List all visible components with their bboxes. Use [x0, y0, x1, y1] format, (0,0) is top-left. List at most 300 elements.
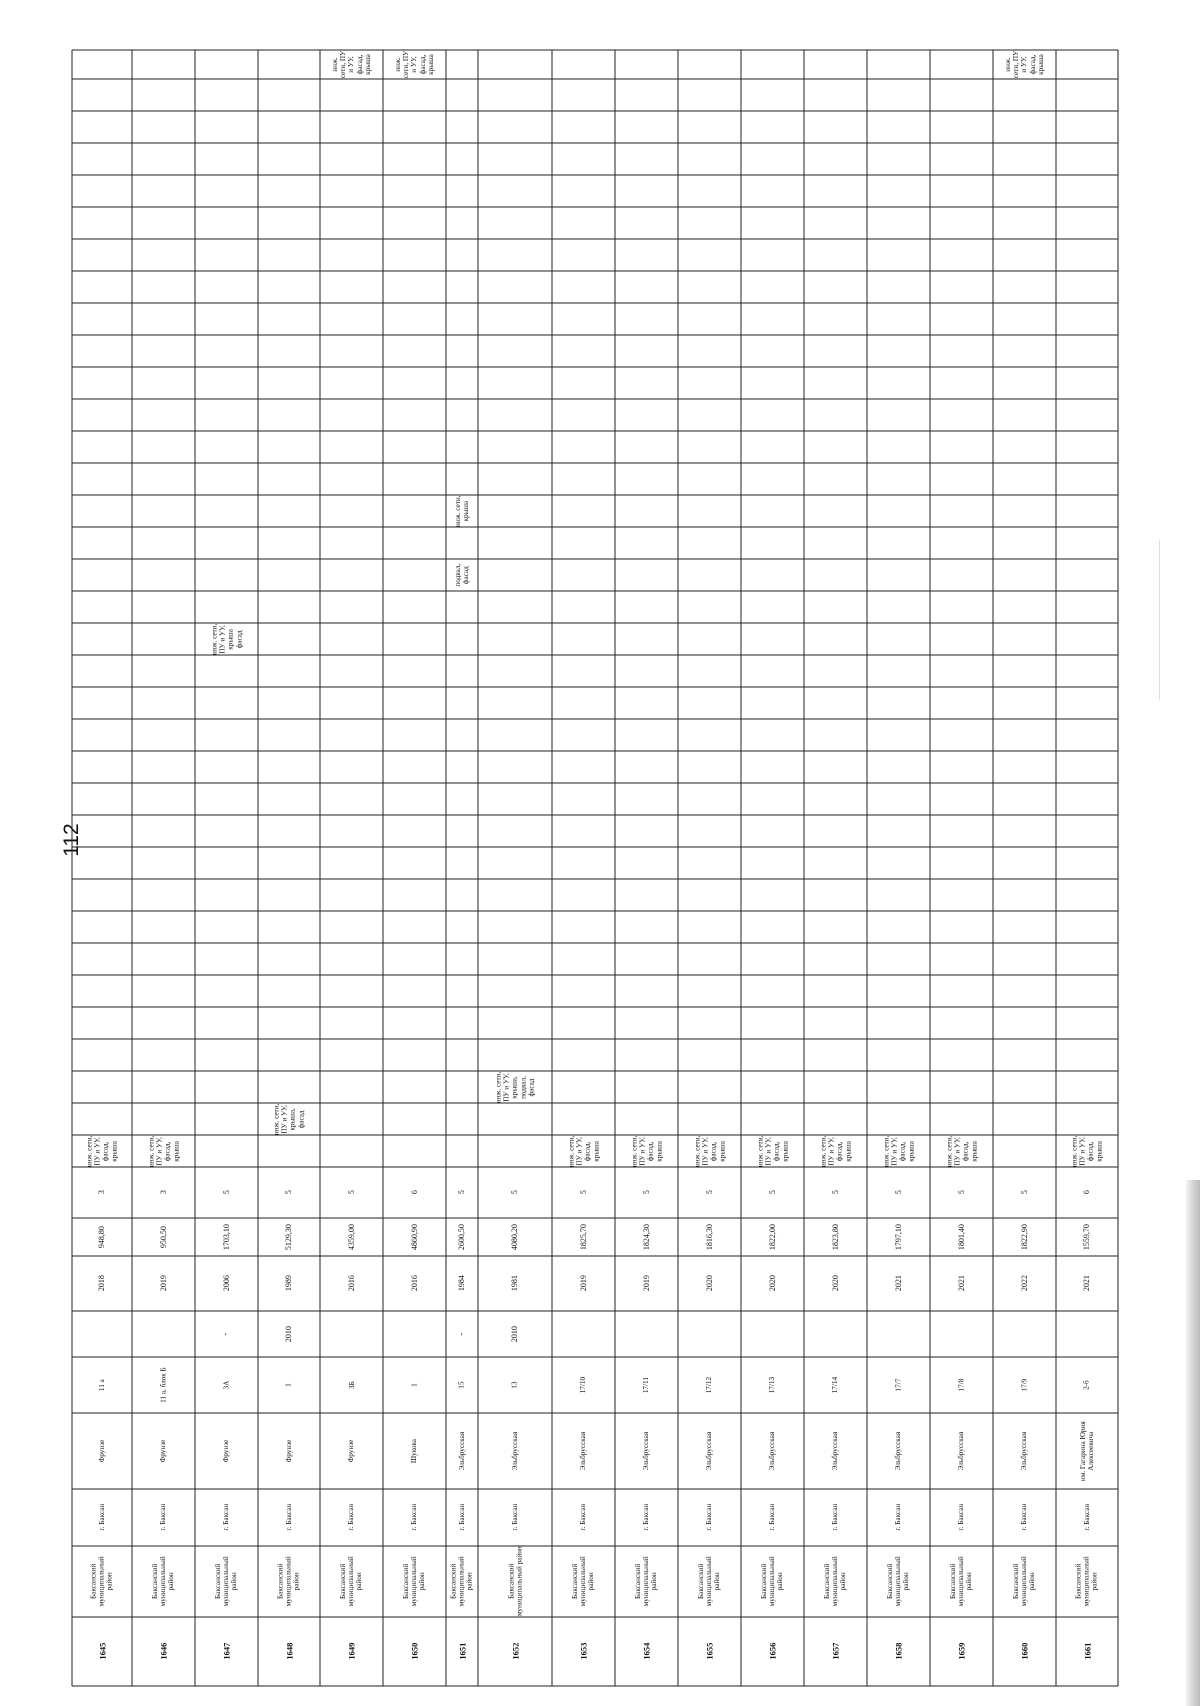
floors-cell-text: 5 — [956, 1190, 966, 1195]
year-built-cell — [867, 1256, 930, 1311]
street-cell — [552, 1413, 615, 1489]
year-built-cell-text: 2021 — [956, 1275, 966, 1292]
year-repair-cell — [320, 1311, 383, 1357]
floors-cell — [804, 1167, 867, 1218]
area-cell-text: 1816,30 — [704, 1223, 714, 1250]
area-cell-text: 2600,50 — [456, 1223, 466, 1250]
district-cell — [741, 1546, 804, 1617]
floors-cell — [678, 1167, 741, 1218]
floors-cell-text: 5 — [578, 1190, 588, 1195]
work-cell-text: инж. сети, крыша — [453, 495, 470, 527]
city-cell-text: г. Баксан — [159, 1504, 168, 1531]
street-cell — [132, 1413, 195, 1489]
year-repair-cell-text: 2010 — [509, 1325, 519, 1342]
top-note-cell — [320, 50, 383, 79]
row-number — [993, 1617, 1056, 1686]
year-built-cell — [383, 1256, 446, 1311]
row-number-text: 1651 — [456, 1642, 467, 1660]
district-cell-text: Баксанский муниципальный район — [402, 1556, 427, 1607]
area-cell-text: 950,50 — [158, 1225, 168, 1248]
year-repair-cell — [615, 1311, 678, 1357]
city-cell — [320, 1489, 383, 1546]
house-cell-text: 17/13 — [768, 1376, 777, 1394]
scan-mark — [1159, 540, 1160, 700]
floors-cell-text: 5 — [767, 1190, 777, 1195]
floors-cell-text: 5 — [641, 1190, 651, 1195]
house-cell-text: 11 а — [97, 1379, 106, 1391]
floors-cell — [195, 1167, 258, 1218]
house-cell — [804, 1357, 867, 1413]
area-cell-text: 1797,10 — [893, 1223, 903, 1250]
area-cell — [446, 1218, 478, 1256]
floors-cell-text: 5 — [1019, 1190, 1029, 1195]
area-cell — [383, 1218, 446, 1256]
work-cell-text: инж. сети, ПУ и УУ, фасад, крыша — [147, 1135, 180, 1167]
city-cell — [195, 1489, 258, 1546]
street-cell-text: Фрунзе — [347, 1439, 356, 1463]
year-built-cell-text: 2016 — [346, 1275, 356, 1292]
work-cell — [615, 1135, 678, 1167]
year-repair-cell — [678, 1311, 741, 1357]
district-cell-text: Баксанский муниципальный район — [760, 1556, 785, 1607]
street-cell-text: Эльбрусская — [510, 1431, 519, 1471]
house-cell-text: 1 — [410, 1383, 419, 1387]
area-cell — [1056, 1218, 1118, 1256]
house-cell-text: 11 а, блок Б — [159, 1367, 168, 1403]
year-repair-cell — [132, 1311, 195, 1357]
street-cell — [383, 1413, 446, 1489]
year-built-cell-text: 2016 — [409, 1275, 419, 1292]
house-cell-text: 17/8 — [957, 1378, 966, 1392]
district-cell — [320, 1546, 383, 1617]
row-number-text: 1650 — [409, 1642, 420, 1660]
street-cell — [930, 1413, 993, 1489]
year-repair-cell — [478, 1311, 552, 1357]
house-cell — [446, 1357, 478, 1413]
floors-cell — [1056, 1167, 1118, 1218]
city-cell-text: г. Баксан — [1020, 1504, 1029, 1531]
page-number: 112 — [60, 823, 83, 857]
row-number — [615, 1617, 678, 1686]
work-cell-text: инж. сети, ПУ и УУ, крыша, подвал, фасад — [494, 1071, 536, 1103]
house-cell — [867, 1357, 930, 1413]
year-repair-cell — [1056, 1311, 1118, 1357]
year-repair-cell — [195, 1311, 258, 1357]
year-built-cell — [320, 1256, 383, 1311]
street-cell-text: Эльбрусская — [642, 1431, 651, 1471]
row-number — [132, 1617, 195, 1686]
row-number-text: 1645 — [96, 1642, 107, 1660]
floors-cell — [867, 1167, 930, 1218]
house-cell — [132, 1357, 195, 1413]
floors-cell-text: 3 — [158, 1190, 168, 1195]
year-built-cell-text: 2020 — [830, 1275, 840, 1292]
area-cell-text: 4080,20 — [509, 1223, 519, 1250]
area-cell-text: 1801,40 — [956, 1223, 966, 1250]
work-cell-text: инж. сети, ПУ и УУ, фасад, крыша — [1070, 1135, 1104, 1167]
row-number-text: 1659 — [956, 1642, 967, 1660]
street-cell-text: Эльбрусская — [894, 1431, 903, 1471]
row-number-text: 1658 — [893, 1642, 904, 1660]
row-number — [446, 1617, 478, 1686]
row-number — [1056, 1617, 1118, 1686]
house-cell — [678, 1357, 741, 1413]
city-cell — [258, 1489, 320, 1546]
floors-cell — [320, 1167, 383, 1218]
year-built-cell — [478, 1256, 552, 1311]
work-cell — [741, 1135, 804, 1167]
year-repair-cell-text: 2010 — [283, 1325, 293, 1342]
area-cell — [552, 1218, 615, 1256]
district-cell-text: Баксанский муниципальный район — [886, 1556, 911, 1607]
area-cell-text: 1703,10 — [221, 1223, 231, 1250]
area-cell — [320, 1218, 383, 1256]
floors-cell — [993, 1167, 1056, 1218]
floors-cell-text: 5 — [283, 1190, 293, 1195]
work-cell — [930, 1135, 993, 1167]
year-built-cell-text: 2020 — [704, 1275, 714, 1292]
row-number — [258, 1617, 320, 1686]
street-cell — [258, 1413, 320, 1489]
street-cell-text: Эльбрусская — [957, 1431, 966, 1471]
city-cell — [804, 1489, 867, 1546]
year-repair-cell — [867, 1311, 930, 1357]
row-number — [478, 1617, 552, 1686]
floors-cell — [741, 1167, 804, 1218]
district-cell — [867, 1546, 930, 1617]
work-cell-text: инж. сети, ПУ и УУ, крыша, фасад — [272, 1103, 306, 1135]
area-cell — [741, 1218, 804, 1256]
floors-cell-text: 5 — [704, 1190, 714, 1195]
row-number — [552, 1617, 615, 1686]
district-cell-text: Баксанский муниципальный район — [697, 1556, 722, 1607]
work-cell-text: инж. сети, ПУ и УУ, фасад, крыша — [567, 1135, 600, 1167]
city-cell-text: г. Баксан — [222, 1504, 231, 1531]
area-cell — [195, 1218, 258, 1256]
year-built-cell — [1056, 1256, 1118, 1311]
work-cell — [478, 1071, 552, 1103]
area-cell-text: 4860,90 — [409, 1223, 419, 1250]
work-cell — [72, 1135, 132, 1167]
year-built-cell-text: 1984 — [456, 1275, 466, 1292]
work-cell-text: инж. сети, ПУ и УУ, фасад, крыша — [819, 1135, 852, 1167]
work-cell — [195, 623, 258, 655]
district-cell — [930, 1546, 993, 1617]
year-built-cell-text: 2022 — [1019, 1275, 1029, 1292]
year-built-cell-text: 2021 — [1081, 1275, 1091, 1292]
area-cell — [867, 1218, 930, 1256]
street-cell-text: Эльбрусская — [768, 1431, 777, 1471]
city-cell — [930, 1489, 993, 1546]
floors-cell — [930, 1167, 993, 1218]
area-cell-text: 4359,00 — [346, 1223, 356, 1250]
area-cell — [72, 1218, 132, 1256]
street-cell — [446, 1413, 478, 1489]
district-cell — [383, 1546, 446, 1617]
row-number — [678, 1617, 741, 1686]
city-cell — [741, 1489, 804, 1546]
house-cell-text: 17/9 — [1020, 1378, 1029, 1392]
work-cell — [446, 495, 478, 527]
house-cell — [741, 1357, 804, 1413]
year-repair-cell — [741, 1311, 804, 1357]
work-cell — [678, 1135, 741, 1167]
floors-cell — [615, 1167, 678, 1218]
house-cell — [1056, 1357, 1118, 1413]
work-cell-text: подвал, фасад — [453, 563, 470, 587]
city-cell — [1056, 1489, 1118, 1546]
scan-shadow — [1186, 1180, 1200, 1706]
work-cell-text: инж. сети, ПУ и УУ, крыша фасад — [210, 623, 243, 655]
district-cell-text: Баксанский муниципальный район — [339, 1556, 364, 1607]
area-cell-text: 1822,90 — [1019, 1223, 1029, 1250]
row-number-text: 1653 — [578, 1642, 589, 1660]
city-cell-text: г. Баксан — [768, 1504, 777, 1531]
city-cell-text: г. Баксан — [510, 1504, 519, 1531]
house-cell — [552, 1357, 615, 1413]
year-built-cell-text: 2019 — [578, 1275, 588, 1292]
street-cell-text: Фрунзе — [284, 1439, 293, 1463]
district-cell — [446, 1546, 478, 1617]
city-cell — [383, 1489, 446, 1546]
year-built-cell — [804, 1256, 867, 1311]
street-cell-text: Эльбрусская — [705, 1431, 714, 1471]
top-note-cell-text: инж. сети, ПУ и УУ, фасад, крыша — [1003, 50, 1045, 79]
district-cell-text: Баксанский муниципальный район — [634, 1556, 659, 1607]
row-number-text: 1646 — [158, 1642, 169, 1660]
city-cell-text: г. Баксан — [284, 1504, 293, 1531]
floors-cell-text: 5 — [456, 1190, 466, 1195]
city-cell — [678, 1489, 741, 1546]
area-cell — [678, 1218, 741, 1256]
district-cell — [678, 1546, 741, 1617]
area-cell-text: 948,80 — [96, 1225, 106, 1248]
district-cell — [258, 1546, 320, 1617]
row-number-text: 1652 — [509, 1642, 520, 1660]
house-cell-text: 1 — [284, 1383, 293, 1387]
year-repair-cell-text: - — [221, 1332, 231, 1336]
district-cell-text: Баксанский муниципальный район — [571, 1556, 596, 1607]
house-cell-text: 17/12 — [705, 1376, 714, 1394]
city-cell — [552, 1489, 615, 1546]
row-number-text: 1654 — [641, 1642, 652, 1660]
row-number-text: 1661 — [1081, 1642, 1092, 1660]
street-cell-text: Эльбрусская — [579, 1431, 588, 1471]
city-cell — [615, 1489, 678, 1546]
district-cell-text: Баксанский муниципальный район — [151, 1556, 176, 1607]
floors-cell-text: 6 — [409, 1190, 419, 1195]
street-cell-text: Эльбрусская — [831, 1431, 840, 1471]
house-cell-text: 17/10 — [579, 1376, 588, 1394]
work-cell — [132, 1135, 195, 1167]
city-cell-text: г. Баксан — [1082, 1504, 1091, 1531]
floors-cell-text: 3 — [96, 1190, 106, 1195]
district-cell — [132, 1546, 195, 1617]
house-cell — [258, 1357, 320, 1413]
floors-cell — [552, 1167, 615, 1218]
area-cell — [258, 1218, 320, 1256]
year-repair-cell — [930, 1311, 993, 1357]
street-cell — [804, 1413, 867, 1489]
work-cell-text: инж. сети, ПУ и УУ, фасад, крыша — [756, 1135, 789, 1167]
house-cell — [478, 1357, 552, 1413]
street-cell — [478, 1413, 552, 1489]
street-cell-text: Шукова — [410, 1438, 419, 1464]
area-cell-text: 1823,80 — [830, 1223, 840, 1250]
house-cell-text: 13 — [510, 1381, 519, 1389]
district-cell — [1056, 1546, 1118, 1617]
district-cell-text: Баксанский муниципальный район — [1074, 1556, 1100, 1607]
row-number-text: 1647 — [221, 1642, 232, 1660]
year-repair-cell — [383, 1311, 446, 1357]
street-cell — [741, 1413, 804, 1489]
floors-cell-text: 6 — [1081, 1190, 1091, 1195]
street-cell-text: им. Гагарина Юрия Алексеевича — [1078, 1421, 1095, 1481]
city-cell — [132, 1489, 195, 1546]
city-cell — [993, 1489, 1056, 1546]
floors-cell-text: 5 — [346, 1190, 356, 1195]
year-repair-cell — [258, 1311, 320, 1357]
street-cell — [867, 1413, 930, 1489]
row-number-text: 1655 — [704, 1642, 715, 1660]
floors-cell-text: 5 — [830, 1190, 840, 1195]
street-cell — [993, 1413, 1056, 1489]
street-cell — [678, 1413, 741, 1489]
district-cell-text: Баксанский муниципальный район — [506, 1546, 523, 1617]
house-cell — [195, 1357, 258, 1413]
work-cell — [446, 559, 478, 591]
area-cell-text: 1825,70 — [578, 1223, 588, 1250]
house-cell — [615, 1357, 678, 1413]
row-number — [383, 1617, 446, 1686]
work-cell — [867, 1135, 930, 1167]
street-cell-text: Фрунзе — [159, 1439, 168, 1463]
street-cell-text: Эльбрусская — [457, 1431, 466, 1471]
row-number — [195, 1617, 258, 1686]
year-built-cell — [195, 1256, 258, 1311]
area-cell — [993, 1218, 1056, 1256]
year-repair-cell — [993, 1311, 1056, 1357]
house-cell — [72, 1357, 132, 1413]
year-built-cell — [446, 1256, 478, 1311]
district-cell-text: Баксанский муниципальный район — [276, 1556, 302, 1607]
row-number-text: 1649 — [346, 1642, 357, 1660]
city-cell-text: г. Баксан — [831, 1504, 840, 1531]
district-cell-text: Баксанский муниципальный район — [89, 1556, 115, 1607]
row-number-text: 1660 — [1019, 1642, 1030, 1660]
year-built-cell — [552, 1256, 615, 1311]
street-cell-text: Фрунзе — [97, 1439, 106, 1463]
year-built-cell — [258, 1256, 320, 1311]
city-cell-text: г. Баксан — [894, 1504, 903, 1531]
district-cell — [72, 1546, 132, 1617]
floors-cell — [383, 1167, 446, 1218]
street-cell — [320, 1413, 383, 1489]
year-repair-cell-text: - — [456, 1332, 466, 1336]
house-cell-text: 15 — [457, 1381, 466, 1389]
floors-cell-text: 5 — [893, 1190, 903, 1195]
floors-cell-text: 5 — [221, 1190, 231, 1195]
year-repair-cell — [804, 1311, 867, 1357]
city-cell-text: г. Баксан — [957, 1504, 966, 1531]
year-built-cell — [678, 1256, 741, 1311]
street-cell — [72, 1413, 132, 1489]
year-repair-cell — [72, 1311, 132, 1357]
row-number-text: 1657 — [830, 1642, 841, 1660]
floors-cell — [132, 1167, 195, 1218]
year-repair-cell — [552, 1311, 615, 1357]
floors-cell — [72, 1167, 132, 1218]
floors-cell — [446, 1167, 478, 1218]
city-cell-text: г. Баксан — [579, 1504, 588, 1531]
city-cell — [446, 1489, 478, 1546]
work-cell-text: инж. сети, ПУ и УУ, фасад, крыша — [630, 1135, 663, 1167]
year-built-cell-text: 1989 — [283, 1275, 293, 1292]
work-cell — [804, 1135, 867, 1167]
area-cell — [478, 1218, 552, 1256]
year-built-cell — [993, 1256, 1056, 1311]
year-built-cell-text: 2020 — [767, 1275, 777, 1292]
district-cell — [993, 1546, 1056, 1617]
year-built-cell — [930, 1256, 993, 1311]
house-cell — [383, 1357, 446, 1413]
row-number-text: 1648 — [283, 1642, 294, 1660]
top-note-cell-text: инж. сети, ПУ и УУ, фасад, крыша — [393, 50, 435, 79]
area-cell-text: 1824,30 — [641, 1223, 651, 1250]
district-cell-text: Баксанский муниципальный район — [949, 1556, 974, 1607]
row-number — [804, 1617, 867, 1686]
area-cell-text: 1559,70 — [1081, 1223, 1091, 1250]
district-cell-text: Баксанский муниципальный район — [214, 1556, 239, 1607]
floors-cell — [478, 1167, 552, 1218]
house-cell-text: 3А — [222, 1380, 231, 1390]
area-cell — [132, 1218, 195, 1256]
year-repair-cell — [446, 1311, 478, 1357]
year-built-cell-text: 1981 — [509, 1275, 519, 1292]
year-built-cell-text: 2019 — [641, 1275, 651, 1292]
row-number — [930, 1617, 993, 1686]
row-number — [867, 1617, 930, 1686]
house-cell-text: 17/7 — [894, 1378, 903, 1392]
street-cell — [195, 1413, 258, 1489]
house-cell — [993, 1357, 1056, 1413]
district-cell — [552, 1546, 615, 1617]
district-cell — [615, 1546, 678, 1617]
top-note-cell — [383, 50, 446, 79]
year-built-cell-text: 2021 — [893, 1275, 903, 1292]
row-number — [72, 1617, 132, 1686]
area-cell-text: 5129,30 — [283, 1223, 293, 1250]
row-number-text: 1656 — [767, 1642, 778, 1660]
year-built-cell — [615, 1256, 678, 1311]
area-cell-text: 1822,00 — [767, 1223, 777, 1250]
row-number — [320, 1617, 383, 1686]
district-cell-text: Баксанский муниципальный район — [823, 1556, 848, 1607]
work-cell-text: инж. сети, ПУ и УУ, фасад, крыша — [882, 1135, 915, 1167]
work-cell-text: инж. сети, ПУ и УУ, фасад, крыша — [945, 1135, 978, 1167]
city-cell-text: г. Баксан — [97, 1504, 106, 1531]
house-cell-text: 17/14 — [831, 1376, 840, 1394]
city-cell — [867, 1489, 930, 1546]
street-cell-text: Эльбрусская — [1020, 1431, 1029, 1471]
district-cell — [804, 1546, 867, 1617]
district-cell-text: Баксанский муниципальный район — [1012, 1556, 1037, 1607]
city-cell-text: г. Баксан — [705, 1504, 714, 1531]
street-cell-text: Фрунзе — [222, 1439, 231, 1463]
year-built-cell-text: 2019 — [158, 1275, 168, 1292]
row-number — [741, 1617, 804, 1686]
work-cell — [258, 1103, 320, 1135]
